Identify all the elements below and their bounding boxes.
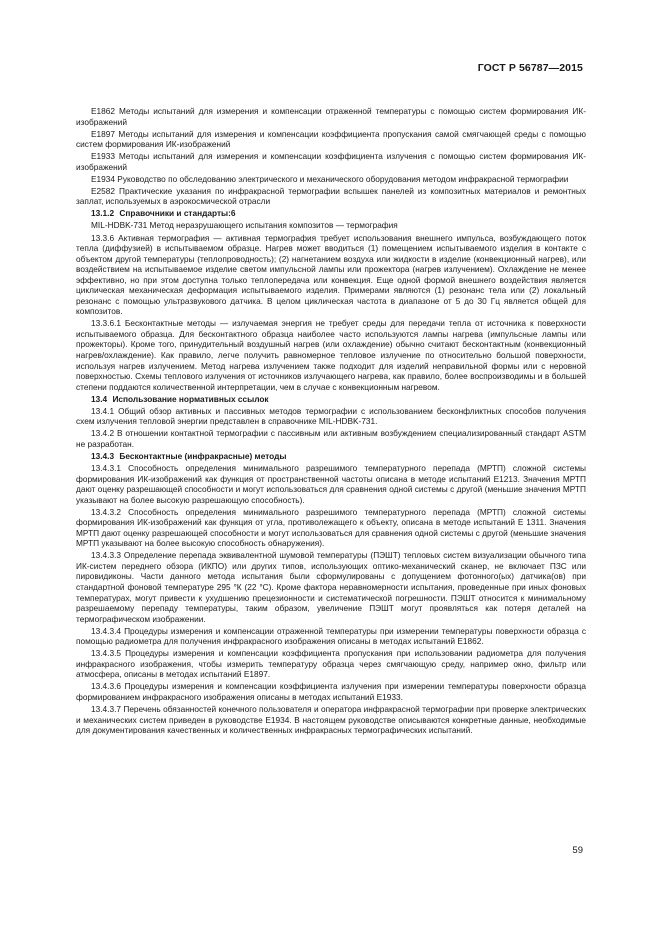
paragraph-e1897: E1897 Методы испытаний для измерения и компенсации коэффициента пропускания самой смягчающей среды с помощью систем формирования ИК-изображений — [76, 128, 586, 150]
paragraph-13-3-6: 13.3.6 Активная термография — активная термография требует использования внешнего импульса, возбуждающего поток тепла (диффузией) в испытываемом образце. Нагрев может вводиться (1) помещением испытываемого изделия в контакте с объектом другой температуры (теплопроводность); (2) нагнетанием воздуха или жидкости в изделие (конвекционный нагрев), или воздействием на испытываемое изделие светом импульсной лампы или прожектора (нагрев излучением). Охлаждение не менее эффективно, но при этом доступна только теплопередача или конвекция. Еще одной формой внешнего воздействия является циклическая механическая деформация испытываемого изделия. Примерами являются (1) резонанс тела или (2) локальный резонанс с помощью ультразвукового датчика. В целом циклическая частота в диапазоне от 5 до 30 Гц является общей для композитов. — [76, 232, 586, 317]
section-title: Использование нормативных ссылок — [112, 393, 269, 404]
paragraph-13-4-1: 13.4.1 Общий обзор активных и пассивных методов термографии с использованием бесконфликтных способов получения схем излучения тепловой энергии представлен в справочнике MIL-HDBK-731. — [76, 405, 586, 427]
document-code: ГОСТ Р 56787—2015 — [477, 62, 583, 74]
paragraph-e2582: E2582 Практические указания по инфракрасной термографии вспышек панелей из композитных материалов и ремонтных заплат, используемых в аэрокосмической отрасли — [76, 185, 586, 207]
paragraph-13-4-3-1: 13.4.3.1 Способность определения минимального разрешимого температурного перепада (МРТП) сложной системы формирования ИК-изображений как функция от пространственной частоты описана в методе испытаний E1213. Значения МРТП дают оценку разрешающей способности и могут использоваться для сравнения одной системы с другой (меньшие значения МРТП указывают на более высокую разрешающую способность). — [76, 463, 586, 505]
section-title: Бесконтактные (инфракрасные) методы — [119, 450, 287, 461]
paragraph-e1933: E1933 Методы испытаний для измерения и компенсации коэффициента излучения с помощью систем формирования ИК-изображений — [76, 151, 586, 172]
paragraph-13-4-3-6: 13.4.3.6 Процедуры измерения и компенсации коэффициента излучения при измерении температуры поверхности образца формированием инфракрасного изображения описаны в методах испытаний E1933. — [76, 681, 586, 702]
paragraph-13-4-3-2: 13.4.3.2 Способность определения минимального разрешимого температурного перепада (МРТП) сложной системы формирования ИК-изображений как функция от угла, противолежащего к объекту, описана в методе испытаний E 1311. Значения МРТП дают оценку разрешающей способности и могут использоваться для сравнения одной системы с другой (меньшие значения МРТП указывают на более высокую способность обнаружения). — [76, 506, 586, 549]
section-heading-13-4-3 — [76, 451, 586, 462]
paragraph-e1862: E1862 Методы испытаний для измерения и компенсации отраженной температуры с помощью систем формирования ИК-изображений — [76, 106, 586, 127]
section-heading-13-4 — [76, 394, 586, 405]
paragraph-13-3-6-1: 13.3.6.1 Бесконтактные методы — излучаемая энергия не требует среды для передачи тепла от источника к поверхности испытываемого образца. Для бесконтактного образца наиболее часто используются лампы нагрева (импульсные лампы или прожекторы). Кроме того, принудительный воздушный нагрев (или охлаждение) обычно считают бесконтактным (конвекционный нагрев/охлаждение). Как правило, легче получить равномерное тепловое излучение по относительно большой поверхности, используя нагрев излучением. Метод нагрева излучением также подходит для изделий неправильной формы или с неровной поверхностью. Схемы теплового излучения от источников излучающего нагрева, как правило, более воспроизводимы и в большей степени поддаются количественной интерпретации, чем в случае с конвекционным нагревом. — [76, 318, 586, 392]
paragraph-e1934: E1934 Руководство по обследованию электрического и механического оборудования методом инфракрасной термографии — [91, 173, 569, 184]
paragraph-13-4-3-4: 13.4.3.4 Процедуры измерения и компенсации отраженной температуры при измерении температуры поверхности образца с помощью радиометра для получения инфракрасного изображения описаны в методах испытаний E1862. — [76, 625, 586, 647]
section-title: Справочники и стандарты:6 — [119, 208, 236, 219]
paragraph-13-4-2: 13.4.2 В отношении контактной термографии с пассивным или активным возбуждением специализированный стандарт ASTM не разработан. — [76, 428, 586, 449]
section-number: 13.4.3 — [91, 450, 115, 461]
document-body — [76, 106, 586, 737]
page-number: 59 — [572, 845, 583, 856]
section-number: 13.1.2 — [91, 208, 115, 219]
paragraph-mil-hdbk-731: MIL-HDBK-731 Метод неразрушающего испытания композитов — термография — [91, 220, 398, 231]
section-number: 13.4 — [91, 393, 108, 404]
paragraph-13-4-3-7: 13.4.3.7 Перечень обязанностей конечного пользователя и оператора инфракрасной термографии при проверке электрических и механических систем приведен в руководстве E1934. В настоящем руководстве описываются конкретные данные, необходимые для документирования качественных и количественных инфракрасных термографических испытаний. — [76, 704, 586, 736]
paragraph-13-4-3-5: 13.4.3.5 Процедуры измерения и компенсации коэффициента пропускания при использовании радиометра для получения инфракрасного изображения, чтобы измерить температуру образца через смягчающую среду, например окно, фильтр или атмосфера, описаны в методах испытаний E1897. — [76, 648, 586, 680]
section-heading-13-1-2 — [76, 208, 586, 219]
paragraph-13-4-3-3: 13.4.3.3 Определение перепада эквивалентной шумовой температуры (ПЭШТ) тепловых систем визуализации обычного типа ИК-систем переднего обзора (ИКПО) или других типов, использующих оптико-механический сканер, не включает ПЗС или пировидиконы. Части данного метода испытания были сформулированы с допущением фотонного(ых) датчика(ов) при стандартной фоновой температуре 295 °К (22 °С). Кроме фактора неравномерности испытания, проведенные при иных фоновых температурах, могут привести к ухудшению прецезионности и систематической погрешности. ПЭШТ относится к минимальному разрешаемому перепаду температуры, таким образом, увеличение ПЭШТ могут проявляться как потеря деталей на термографическом изображении. — [76, 550, 586, 624]
